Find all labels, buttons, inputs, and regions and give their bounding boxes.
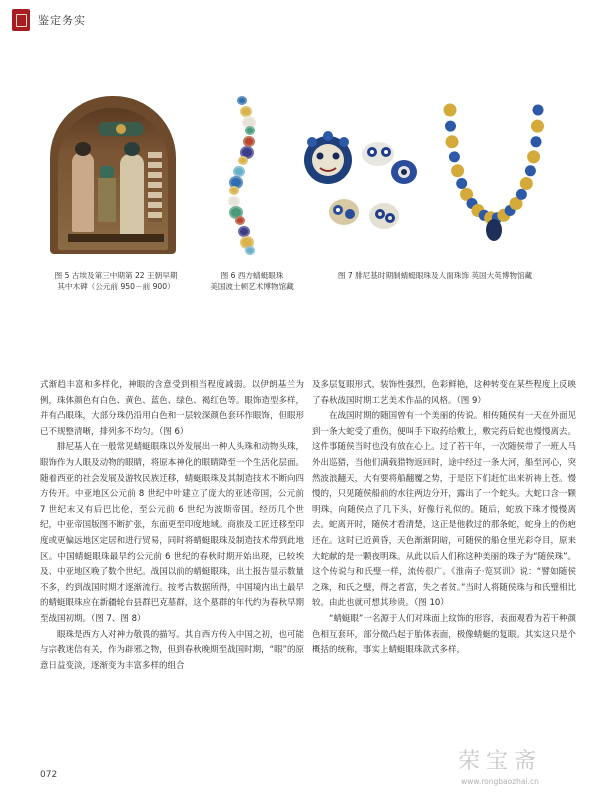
stele-hieroglyphs bbox=[148, 152, 162, 222]
brand-name: 荣宝斋 bbox=[457, 749, 542, 774]
figure-6-caption-line2: 美国波士顿艺术博物馆藏 bbox=[210, 282, 294, 291]
figure-7-face-beads-image bbox=[300, 128, 420, 246]
eye-bead-4 bbox=[369, 203, 399, 229]
necklace-bead bbox=[533, 105, 544, 116]
section-title: 鉴定务实 bbox=[38, 14, 86, 27]
paragraph: “蜻蜓眼”一名源于人们对珠面上纹饰的形容，表面观看为若干种颜色相互套环，部分微凸起于胎体表面，极像蜻蜓的复眼。其实这只是个概括的统称，事实上蜻蜓眼珠款式多样， bbox=[312, 613, 576, 656]
paragraph: 及多层复眼形式，装饰性强烈，色彩鲜艳，这种转变在某些程度上反映了春秋战国时期工艺美术作品的风格。（图 9） bbox=[312, 380, 576, 406]
figure-7-necklace-image bbox=[440, 96, 548, 246]
eye-bead-2 bbox=[391, 160, 417, 184]
face-bead-large bbox=[304, 131, 352, 184]
necklace-bead bbox=[520, 177, 533, 190]
eye-bead-1 bbox=[362, 142, 394, 166]
necklace-bead bbox=[446, 135, 459, 148]
necklace-bead bbox=[451, 164, 464, 177]
necklace-bead bbox=[456, 178, 467, 189]
necklace-bead bbox=[516, 189, 527, 200]
necklace-face-pendant bbox=[486, 219, 502, 241]
figure-6-caption-line1: 图 6 西方蜻蜓眼珠 bbox=[220, 271, 284, 280]
brand-url: www.rongbaozhai.cn bbox=[461, 777, 539, 786]
stele-offering-table bbox=[98, 178, 116, 222]
red-seal-logo-icon bbox=[12, 9, 30, 31]
page-header bbox=[12, 8, 86, 32]
page-number: 072 bbox=[40, 770, 58, 780]
necklace-bead bbox=[525, 165, 536, 176]
figure-7-caption: 图 7 腓尼基时期制蜻蜓眼珠及人面珠饰 英国大英博物馆藏 bbox=[337, 271, 533, 280]
strand-bead bbox=[237, 96, 247, 105]
strand-bead bbox=[238, 156, 248, 165]
paragraph: 式渐趋丰富和多样化，神眼的含意受到相当程度减弱。以伊朗基兰为例，珠体颜色有白色、黄色、蓝色、绿色、褐红色等。眼饰造型多样，并有凸眼珠，大部分珠仍沿用白色和一层较深颜色套环作眼饰，但眼形已不规整清晰，排列多不均匀。（图 6） bbox=[40, 380, 304, 437]
stele-painted-panel bbox=[58, 108, 168, 250]
necklace-bead bbox=[527, 150, 540, 163]
necklace-bead bbox=[531, 136, 542, 147]
figure-5-caption bbox=[40, 270, 192, 292]
necklace-bead bbox=[531, 120, 544, 133]
stele-base bbox=[68, 234, 164, 242]
body-column-right bbox=[312, 378, 576, 659]
figure-5-stele-image bbox=[50, 96, 176, 254]
figure-6-bead-strand-image bbox=[222, 96, 262, 258]
stele-deity-figure bbox=[120, 154, 144, 236]
stele-worshipper-figure bbox=[72, 152, 94, 232]
figure-5-caption-line1: 图 5 古埃及第三中期第 22 王朝早期 bbox=[54, 271, 178, 280]
strand-bead bbox=[245, 126, 255, 135]
figure-6-caption bbox=[202, 270, 302, 292]
winged-sun-icon bbox=[98, 122, 144, 136]
necklace-bead bbox=[449, 151, 460, 162]
necklace-bead bbox=[444, 104, 457, 117]
brand-watermark bbox=[440, 744, 560, 786]
paragraph: 腓尼基人在一般常见蜻蜓眼珠以外发展出一种人头珠和动物头珠，眼饰作为人眼及动物的眼睛，将原本神化的眼睛降至一个生活化层面。随着西亚的社会发展及游牧民族迁移，蜻蜓眼珠及其制造技术不断向四方传开。中亚地区公元前 8 世纪中叶建立了庞大的亚述帝国，公元前 7 世纪末又有后巴比伦，至公元前 6 世纪为波斯帝国。经历几个世纪，中亚帝国版图不断扩张，东面更至印度地域。商旅及工匠迁移至印度或更偏远地区定居和进行贸易，同时将蜻蜓眼珠及制造技术带到此地区。中国蜻蜓眼珠最早约公元前 6 世纪的春秋时期开始出现，已较埃及、中亚地区晚了数个世纪。战国以前的蜻蜓眼珠，出土报告显示数量不多，约到战国时期才逐渐流行。按考古数据所得，中国境内出土最早的蜻蜓眼珠应在新疆轮台县群巴克墓群，这个墓群的年代约为春秋早期至战国初期。（图 7、图 8） bbox=[40, 442, 304, 624]
strand-bead bbox=[245, 246, 255, 255]
body-column-left bbox=[40, 378, 304, 674]
eye-bead-3 bbox=[329, 199, 359, 225]
strand-bead bbox=[229, 186, 239, 195]
strand-bead bbox=[235, 216, 245, 225]
figure-5-caption-line2: 其中木碑（公元前 950－前 900） bbox=[57, 282, 175, 291]
paragraph: 在战国时期的随国曾有一个美丽的传说。相传随侯有一天在外面见到一条大蛇受了重伤，便叫手下取药给敷上，敷完药后蛇也慢慢离去。这件事随侯当时也没有放在心上。过了若干年，一次随侯带了一班人马外出巡猎，当他们满载猎物返回时，途中经过一条大河，船至河心，突然波浪翻天，大有要将船翻覆之势，于是臣下们赶忙出来祈祷上苍。慢慢的，只见随侯船前的水往两边分开，露出了一个蛇头。大蛇口含一颗明珠，向随侯点了几下头，好像行礼似的。随后，蛇放下珠才慢慢离去。蛇离开时，随侯才看清楚，这正是他救过的那条蛇，蛇身上的伤疤还在。这时已近黄昏，天色渐渐阴暗，可随侯的船仓里光彩夺目，原来大蛇献的是一颗夜明珠。从此以后人们称这种美丽的珠子为“随侯珠”。这个传说与和氏璧一样，流传很广。《淮南子·览冥训》说：“譬如随侯之珠，和氏之璧，得之者富，失之者贫。”当时人将随侯珠与和氏璧相比较。由此也就可想其珍贵。（图 10） bbox=[312, 411, 576, 609]
necklace-bead bbox=[445, 121, 456, 132]
paragraph: 眼珠是西方人对神力敬畏的描写。其自西方传入中国之初，也可能与宗教迷信有关，作为辟邪之物，但到春秋晚期至战国时期，“眼”的原意日益变淡，逐渐变为丰富多样的组合 bbox=[40, 629, 304, 671]
